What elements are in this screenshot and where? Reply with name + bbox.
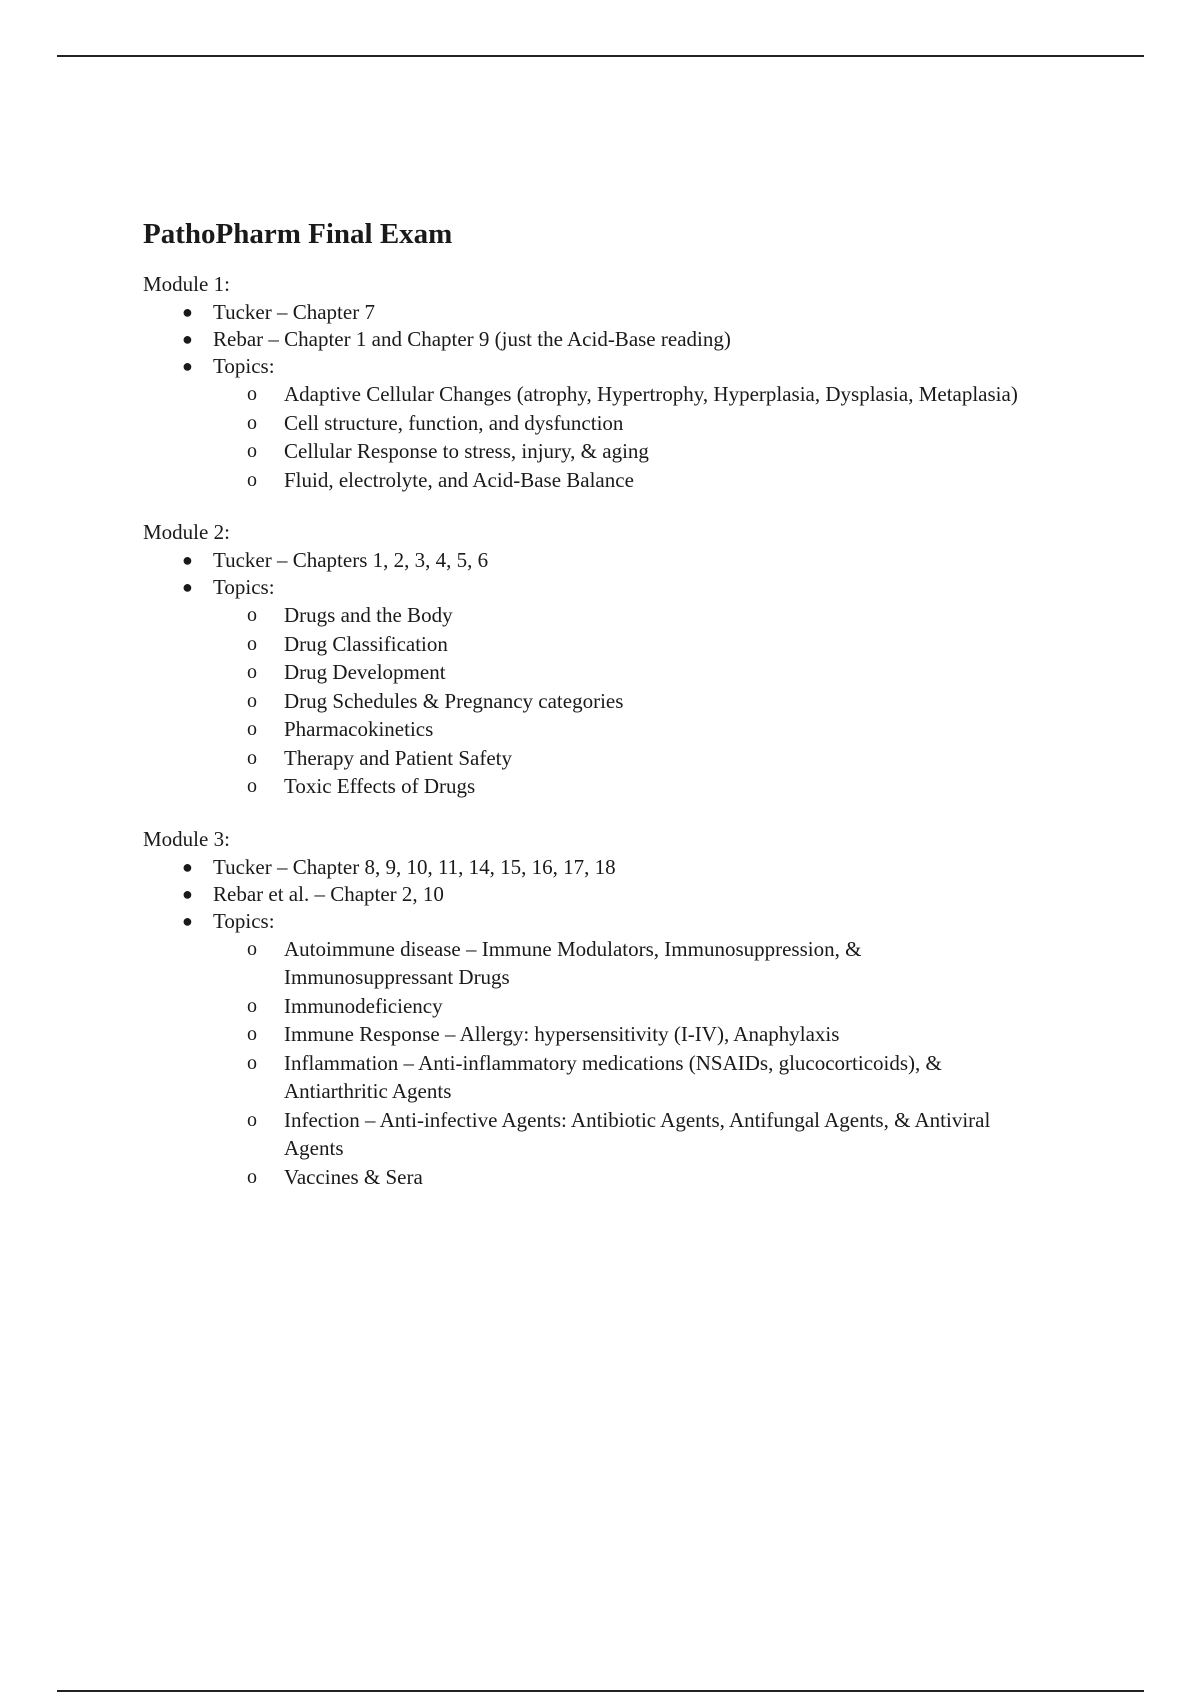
circle-bullet-icon: o (247, 994, 257, 1017)
module-heading: Module 1: (143, 272, 230, 296)
sub-item-text: Drug Classification (284, 631, 448, 656)
document-body (143, 212, 1083, 1215)
sub-list-item (143, 715, 1083, 744)
sub-item-text: Pharmacokinetics (284, 717, 434, 741)
module-1 (143, 270, 1083, 494)
list-item (143, 353, 1083, 494)
circle-bullet-icon: o (247, 718, 257, 740)
list-item-text: Rebar – Chapter 1 and Chapter 9 (just the Acid-Base reading) (213, 327, 731, 351)
sub-item-text: Immunodeficiency (284, 993, 443, 1018)
sub-list-item (143, 409, 1083, 438)
sub-item-text: Fluid, electrolyte, and Acid-Base Balance (284, 467, 634, 492)
sub-item-text: Cellular Response to stress, injury, & aging (284, 439, 649, 463)
sub-item-text: Adaptive Cellular Changes (atrophy, Hypertrophy, Hyperplasia, Dysplasia, Metaplasia) (284, 382, 1018, 406)
list-item-text: Tucker – Chapter 8, 9, 10, 11, 14, 15, 16, 17, 18 (213, 854, 616, 879)
bullet-icon: ● (182, 883, 193, 904)
sub-list (213, 935, 1083, 1192)
sub-list-item (143, 772, 1083, 801)
list-item (143, 547, 1083, 574)
list-item (143, 326, 1083, 353)
bullet-list (143, 854, 1083, 1192)
sub-item-text: Vaccines & Sera (284, 1164, 423, 1189)
module-heading: Module 2: (143, 520, 230, 544)
list-item (143, 908, 1083, 1192)
document-title: PathoPharm Final Exam (143, 218, 453, 250)
sub-item-text: Drug Schedules & Pregnancy categories (284, 688, 624, 713)
sub-list-item (143, 992, 1083, 1021)
sub-list-item (143, 744, 1083, 773)
sub-item-text: Drug Development (284, 660, 446, 684)
bullet-list (143, 547, 1083, 801)
circle-bullet-icon: o (247, 383, 257, 405)
circle-bullet-icon: o (247, 1165, 257, 1188)
bullet-list (143, 299, 1083, 494)
list-item-text: Rebar et al. – Chapter 2, 10 (213, 881, 444, 906)
bullet-icon: ● (182, 910, 193, 931)
sub-list-item (143, 658, 1083, 687)
circle-bullet-icon: o (247, 604, 257, 626)
circle-bullet-icon: o (247, 411, 257, 434)
list-item-text: Topics: (213, 908, 275, 933)
list-item-text: Tucker – Chapter 7 (213, 300, 375, 324)
module-3 (143, 825, 1083, 1192)
bullet-icon: ● (182, 356, 193, 376)
circle-bullet-icon: o (247, 632, 257, 655)
sub-list-item (143, 1106, 1083, 1163)
bullet-icon: ● (182, 577, 193, 597)
footer-rule (57, 1690, 1144, 1692)
circle-bullet-icon: o (247, 746, 257, 769)
list-item (143, 574, 1083, 801)
circle-bullet-icon: o (247, 1051, 257, 1074)
circle-bullet-icon: o (247, 661, 257, 683)
sub-item-text: Immune Response – Allergy: hypersensitivity (I-IV), Anaphylaxis (284, 1022, 840, 1046)
sub-list-item (143, 1163, 1083, 1192)
circle-bullet-icon: o (247, 440, 257, 462)
sub-item-text: Infection – Anti-infective Agents: Antibiotic Agents, Antifungal Agents, & Antiviral Agents (284, 1107, 991, 1160)
module-heading: Module 3: (143, 826, 230, 851)
bullet-icon: ● (182, 302, 193, 322)
list-item-text: Tucker – Chapters 1, 2, 3, 4, 5, 6 (213, 548, 489, 572)
list-item-text: Topics: (213, 575, 275, 599)
list-item (143, 299, 1083, 326)
circle-bullet-icon: o (247, 775, 257, 797)
circle-bullet-icon: o (247, 1108, 257, 1131)
module-2 (143, 518, 1083, 801)
sub-item-text: Drugs and the Body (284, 603, 453, 627)
sub-list (213, 601, 1083, 801)
sub-item-text: Cell structure, function, and dysfunction (284, 410, 624, 435)
circle-bullet-icon: o (247, 689, 257, 712)
bullet-icon: ● (182, 856, 193, 877)
circle-bullet-icon: o (247, 1023, 257, 1045)
sub-list-item (143, 935, 1083, 992)
sub-list (213, 380, 1083, 494)
header-rule (57, 55, 1144, 57)
sub-list-item (143, 601, 1083, 630)
list-item-text: Topics: (213, 354, 275, 378)
sub-list-item (143, 687, 1083, 716)
sub-item-text: Toxic Effects of Drugs (284, 774, 476, 798)
bullet-icon: ● (182, 329, 193, 349)
list-item (143, 881, 1083, 908)
sub-item-text: Autoimmune disease – Immune Modulators, Immunosuppression, & Immunosuppressant Drugs (284, 936, 862, 989)
sub-item-text: Therapy and Patient Safety (284, 745, 513, 770)
list-item (143, 854, 1083, 881)
sub-list-item (143, 1049, 1083, 1106)
circle-bullet-icon: o (247, 937, 257, 960)
sub-item-text: Inflammation – Anti-inflammatory medications (NSAIDs, glucocorticoids), & Antiarthritic Agents (284, 1050, 942, 1103)
sub-list-item (143, 466, 1083, 495)
sub-list-item (143, 437, 1083, 466)
bullet-icon: ● (182, 550, 193, 570)
sub-list-item (143, 1020, 1083, 1049)
sub-list-item (143, 380, 1083, 409)
circle-bullet-icon: o (247, 468, 257, 491)
sub-list-item (143, 630, 1083, 659)
